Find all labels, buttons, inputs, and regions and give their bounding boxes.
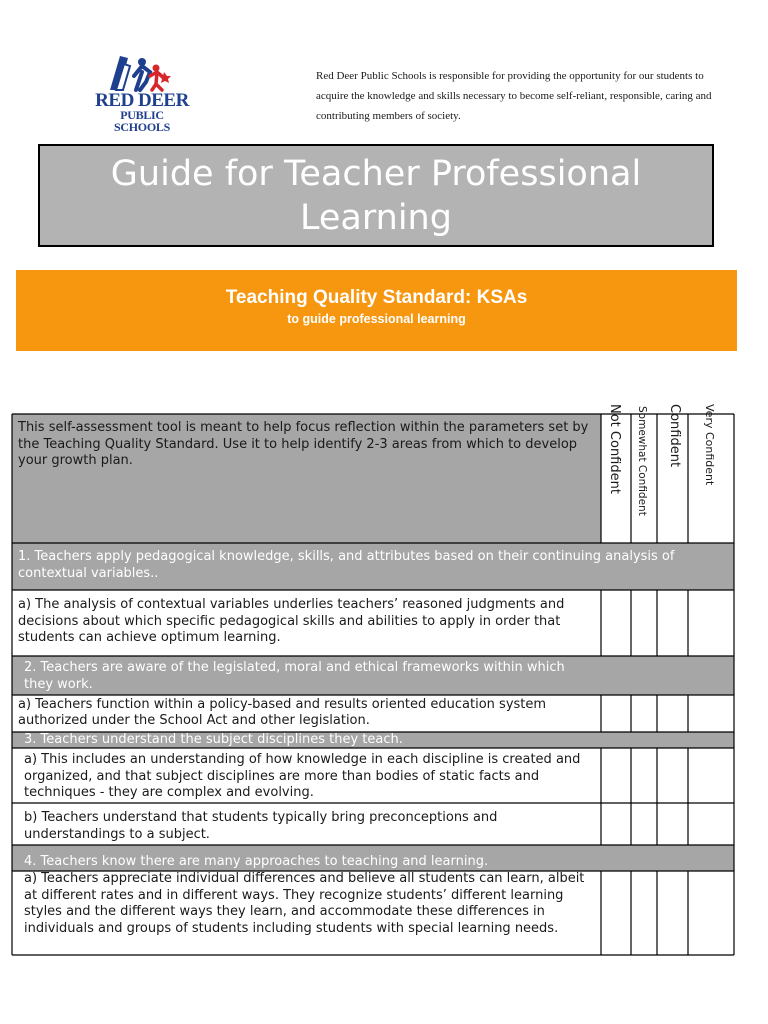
title-line-2: Learning — [300, 197, 452, 238]
title-line-1: Guide for Teacher Professional — [110, 153, 642, 194]
logo-text-red-deer: RED DEER — [95, 90, 189, 111]
rating-header-very-confident: Very Confident — [703, 404, 716, 486]
logo-text-public-schools: PUBLIC SCHOOLS — [114, 108, 170, 134]
mission-statement: Red Deer Public Schools is responsible for providing the opportunity for our students to acquire the knowledge and skills necessary to become self-reliant, responsible, caring and contributing members of society. — [316, 70, 712, 122]
banner-subtitle: to guide professional learning — [287, 312, 466, 326]
standard-2-heading — [24, 660, 584, 693]
standard-2-heading-text: 2. Teachers are aware of the legislated, moral and ethical frameworks within which they work. — [24, 660, 565, 692]
standard-3-heading: 3. Teachers understand the subject disciplines they teach. — [24, 732, 403, 747]
standard-2a-text: a) Teachers function within a policy-based and results oriented education system authorized under the School Act and other legislation. — [18, 697, 547, 728]
rating-header-somewhat-confident: Somewhat Confident — [636, 406, 648, 516]
standard-1-heading: 1. Teachers apply pedagogical knowledge, skills, and attributes based on their continuing analysis of contextual variables.. — [18, 549, 675, 581]
standard-4-heading: 4. Teachers know there are many approaches to teaching and learning. — [24, 854, 489, 869]
standard-4a-text: a) Teachers appreciate individual differences and believe all students can learn, albeit at different rates and in different ways. They recognize students’ different learning styles and the different ways they learn, and accommodate these differences in individuals and groups of students including students with special learning needs. — [24, 871, 585, 936]
rating-header-not-confident: Not Confident — [607, 404, 622, 494]
banner-title: Teaching Quality Standard: KSAs — [225, 287, 528, 308]
standard-3a-text: a) This includes an understanding of how knowledge in each discipline is created and organized, and that subject disciplines are more than bodies of static facts and techniques - they are complex and evolving. — [24, 752, 581, 800]
intro-text: This self-assessment tool is meant to help focus reflection within the parameters set by the Teaching Quality Standard. Use it to help identify 2-3 areas from which to develop your growth plan. — [18, 420, 589, 468]
standard-3b-text: b) Teachers understand that students typically bring preconceptions and understandings to a subject. — [24, 810, 498, 842]
rating-header-confident: Confident — [667, 404, 682, 468]
standard-1a-text: a) The analysis of contextual variables underlies teachers’ reasoned judgments and decisions about which specific pedagogical skills and abilities to apply in order that students can achieve optimum learning. — [18, 597, 565, 645]
